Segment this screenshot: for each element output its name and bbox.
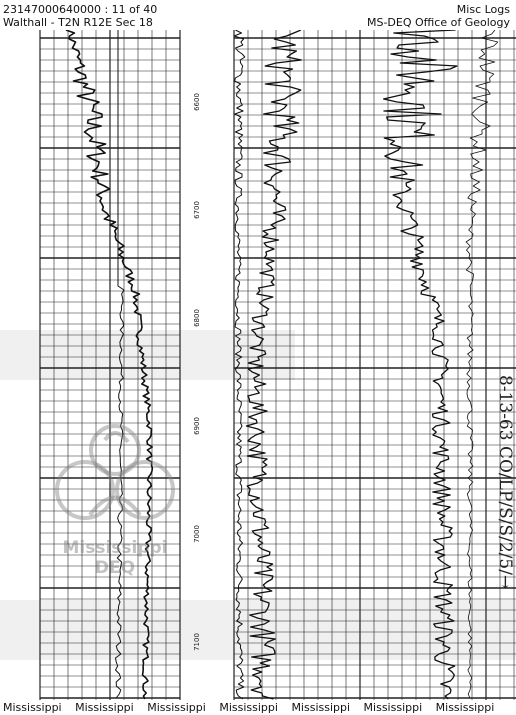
footer-label: Mississippi	[3, 701, 62, 714]
footer-label: Mississippi	[219, 701, 278, 714]
deq-watermark	[50, 420, 180, 580]
deq-seal-icon	[50, 420, 180, 540]
well-location: Walthall - T2N R12E Sec 18	[3, 16, 153, 29]
watermark-line-1: Mississippi	[62, 538, 168, 558]
footer-strip	[0, 701, 516, 715]
depth-label: 7100	[193, 633, 201, 651]
depth-label: 7000	[193, 525, 201, 543]
footer-label: Mississippi	[75, 701, 134, 714]
well-log-scan	[0, 30, 516, 700]
handwritten-annotation: 8-13-63 CO/LP/S/S/2/5/→	[495, 375, 515, 590]
office-name: MS-DEQ Office of Geology	[366, 16, 510, 29]
footer-label: Mississippi	[435, 701, 495, 714]
depth-label: 6800	[193, 309, 201, 327]
footer-label: Mississippi	[147, 701, 206, 714]
depth-label: 6600	[193, 93, 201, 111]
depth-label: 6900	[193, 417, 201, 435]
footer-label: Mississippi	[291, 701, 351, 714]
log-category: Misc Logs	[456, 3, 510, 16]
depth-label: 6700	[193, 201, 201, 219]
footer-label: Mississippi	[363, 701, 423, 714]
document-id: 23147000640000 : 11 of 40	[3, 3, 158, 16]
watermark-line-2: DEQ	[94, 558, 136, 578]
